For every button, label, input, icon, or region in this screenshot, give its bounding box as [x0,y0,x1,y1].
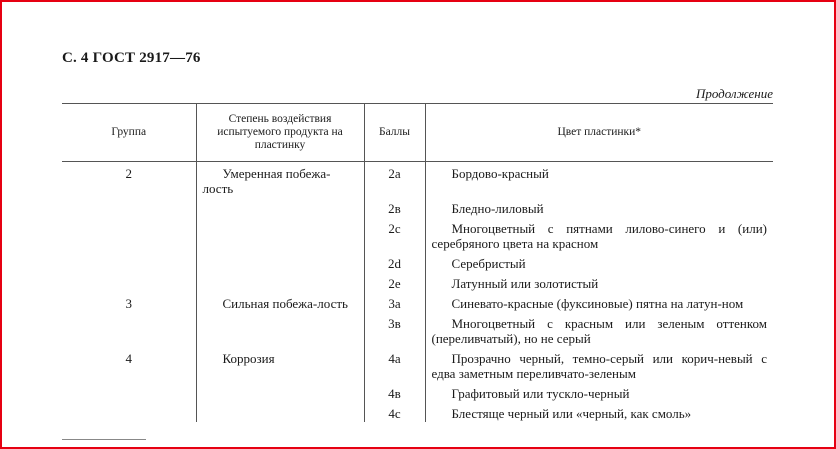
column-header-degree: Степень воздействия испытуемого продукта на пластинку [196,104,364,162]
degree-cell [196,272,364,292]
group-cell: 3 [125,296,132,311]
table-row [62,402,773,422]
group-cell [62,197,196,217]
score-cell: 2с [364,217,425,252]
color-cell: Многоцветный с пятнами лилово-синего и (или) серебряного цвета на красном [425,217,773,252]
score-cell: 4в [364,382,425,402]
table-header-row [62,104,773,162]
color-cell: Прозрачно черный, темно-серый или корич-невый с едва заметным переливчато-зеленым [425,347,773,382]
degree-cell: Сильная побежа-лость [196,292,364,312]
group-cell [62,217,196,252]
group-cell [62,382,196,402]
degree-cell [196,217,364,252]
table-row [62,252,773,272]
degree-cell [196,402,364,422]
score-cell: 3в [364,312,425,347]
footnote-separator [62,439,146,440]
color-cell: Латунный или золотистый [425,272,773,292]
degree-cell: Коррозия [196,347,364,382]
degree-cell: Умеренная побежа-лость [196,162,364,198]
group-cell [62,272,196,292]
score-cell: 3а [364,292,425,312]
score-cell: 4а [364,347,425,382]
degree-cell [196,312,364,347]
table-row [62,292,773,312]
color-cell: Синевато-красные (фуксиновые) пятна на латун-ном [425,292,773,312]
degree-cell [196,252,364,272]
table-row [62,312,773,347]
score-cell: 2в [364,197,425,217]
color-cell: Серебристый [425,252,773,272]
table-row [62,272,773,292]
column-header-score: Баллы [364,104,425,162]
continuation-label: Продолжение [695,86,773,101]
degree-cell [196,382,364,402]
score-cell: 4с [364,402,425,422]
color-cell: Блестяще черный или «черный, как смоль» [425,402,773,422]
gost-table [62,103,773,422]
table-row [62,382,773,402]
column-header-group: Группа [62,104,196,162]
score-cell: 2d [364,252,425,272]
group-cell [62,402,196,422]
group-cell: 4 [125,351,132,366]
table-row [62,217,773,252]
color-cell: Многоцветный с красным или зеленым оттенком (переливчатый), но не серый [425,312,773,347]
score-cell: 2е [364,272,425,292]
group-cell [62,252,196,272]
score-cell: 2а [364,162,425,198]
page-header: С. 4 ГОСТ 2917—76 [62,50,201,66]
table-row [62,347,773,382]
table-row [62,162,773,198]
table-row [62,197,773,217]
color-cell: Графитовый или тускло-черный [425,382,773,402]
group-cell [62,312,196,347]
group-cell: 2 [125,166,132,181]
degree-cell [196,197,364,217]
color-cell: Бледно-лиловый [425,197,773,217]
column-header-color: Цвет пластинки* [425,104,773,162]
color-cell: Бордово-красный [425,162,773,198]
